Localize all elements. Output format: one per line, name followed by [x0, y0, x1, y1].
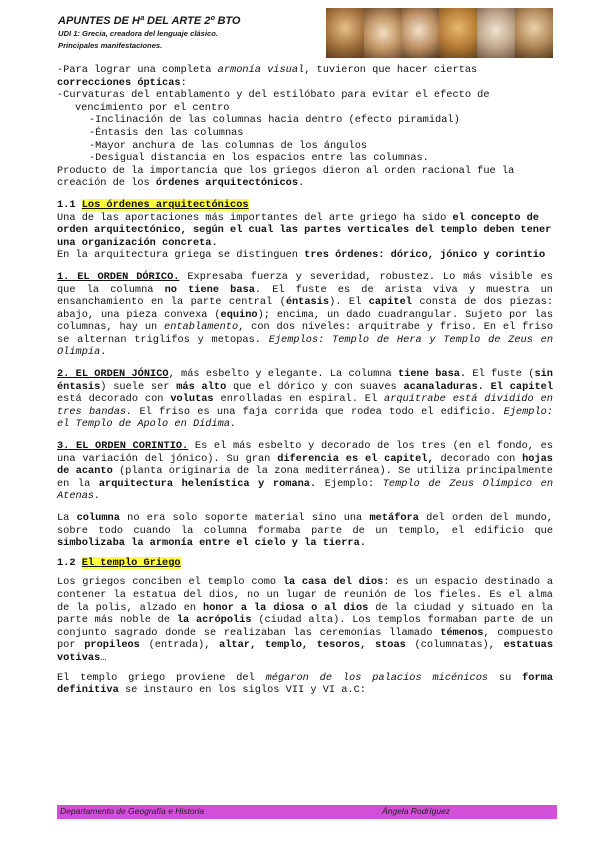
column-paragraph: La columna no era solo soporte material sino una metáfora del orden del mundo, sobre todo cuando la columna formaba parte de un templo, el edificio que simbolizaba la armonía entre el cielo y la tierra.	[57, 512, 553, 550]
page-footer	[57, 805, 557, 819]
footer-department: Departamento de Geografía e Historia	[60, 806, 205, 816]
banner-tile	[477, 8, 515, 58]
doric-paragraph: 1. EL ORDEN DÓRICO. Expresaba fuerza y severidad, robustez. Lo más visible es que la columna no tiene basa. El fuste es de arista viva y muestra un ensanchamiento en la parte central (éntasis). El capitel consta de dos piezas: abajo, una pieza convexa (equino); encima, un dado cuadrangular. Sujeto por las columnas, hay un entablamento, con dos niveles: arquitrabe y friso. En el friso se alternan triglifos y metopas. Ejemplos: Templo de Hera y Templo de Zeus en Olimpia.	[57, 270, 554, 359]
orders-summary: En la arquitectura griega se distinguen tres órdenes: dórico, jónico y corintio	[57, 249, 546, 262]
banner-tile	[515, 8, 553, 58]
intro-line: -Para lograr una completa armonía visual, tuvieron que hacer ciertas	[57, 64, 478, 76]
temple-origin-paragraph: El templo griego proviene del mégaron de los palacios micénicos su forma definitiva se instauro en los siglos VII y VI a.C:	[57, 671, 554, 697]
section-heading-orders: 1.1 Los órdenes arquitectónicos	[57, 198, 249, 211]
header-unit: UDI 1: Grecia, creadora del lenguaje clásico.	[58, 29, 218, 38]
list-item: -Éntasis den las columnas	[89, 126, 244, 139]
page-header	[58, 14, 318, 52]
list-item: -Curvaturas del entablamento y del estilóbato para evitar el efecto de vencimiento por el centro	[57, 89, 490, 114]
section-heading-temple: 1.2 El templo Griego	[57, 556, 181, 569]
header-title: APUNTES DE Hª DEL ARTE 2º BTO	[58, 15, 241, 27]
header-art-banner	[326, 8, 553, 58]
list-item: -Desigual distancia en los espacios entre las columnas.	[89, 152, 429, 165]
list-item: -Mayor anchura de las columnas de los ángulos	[89, 139, 368, 152]
banner-tile	[326, 8, 364, 58]
corinthian-paragraph: 3. EL ORDEN CORINTIO. Es el más esbelto y decorado de los tres (en el fondo, es una variación del jónico). Su gran diferencia es el capitel, decorado con hojas de acanto (planta originaria de la zona mediterránea). Se utiliza principalmente en la arquitectura helenística y romana. Ejemplo: Templo de Zeus Olímpico en Atenas.	[57, 440, 553, 503]
banner-tile	[402, 8, 440, 58]
banner-tile	[439, 8, 477, 58]
banner-tile	[364, 8, 402, 58]
intro-conclusion: Producto de la importancia que los griegos dieron al orden racional fue la creación de los órdenes arquitectónicos.	[57, 164, 515, 190]
orders-paragraph: Una de las aportaciones más importantes del arte griego ha sido el concepto de orden arquitectónico, según el cual las partes verticales del templo deben tener una organización concreta.	[57, 211, 552, 249]
intro-corrections: correcciones ópticas:	[57, 76, 187, 89]
document-body	[57, 64, 553, 697]
footer-author: Ángela Rodríguez	[382, 806, 451, 816]
list-item: -Inclinación de las columnas hacia dentro (efecto piramidal)	[89, 114, 460, 127]
header-section: Principales manifestaciones.	[58, 41, 163, 50]
temple-paragraph: Los griegos conciben el templo como la casa del dios: es un espacio destinado a contener la estatua del dios, no un lugar de reunión de los fieles. Es el alma de la polis, alzado en honor a la diosa o al dios de la ciudad y situado en la parte más noble de la acrópolis (ciudad alta). Los templos formaban parte de un conjunto sagrado donde se realizaban las ceremonias llamado témenos, compuesto por propileos (entrada), altar, templo, tesoros, stoas (columnatas), estatuas votivas…	[57, 576, 554, 664]
ionic-paragraph: 2. EL ORDEN JÓNICO, más esbelto y elegante. La columna tiene basa. El fuste (sin éntasis) suele ser más alto que el dórico y con suaves acanaladuras. El capitel está decorado con volutas enrolladas en espiral. El arquitrabe está dividido en tres bandas. El friso es una faja corrida que rodea todo el edificio. Ejemplo: el Templo de Apolo en Dídima.	[57, 368, 553, 431]
